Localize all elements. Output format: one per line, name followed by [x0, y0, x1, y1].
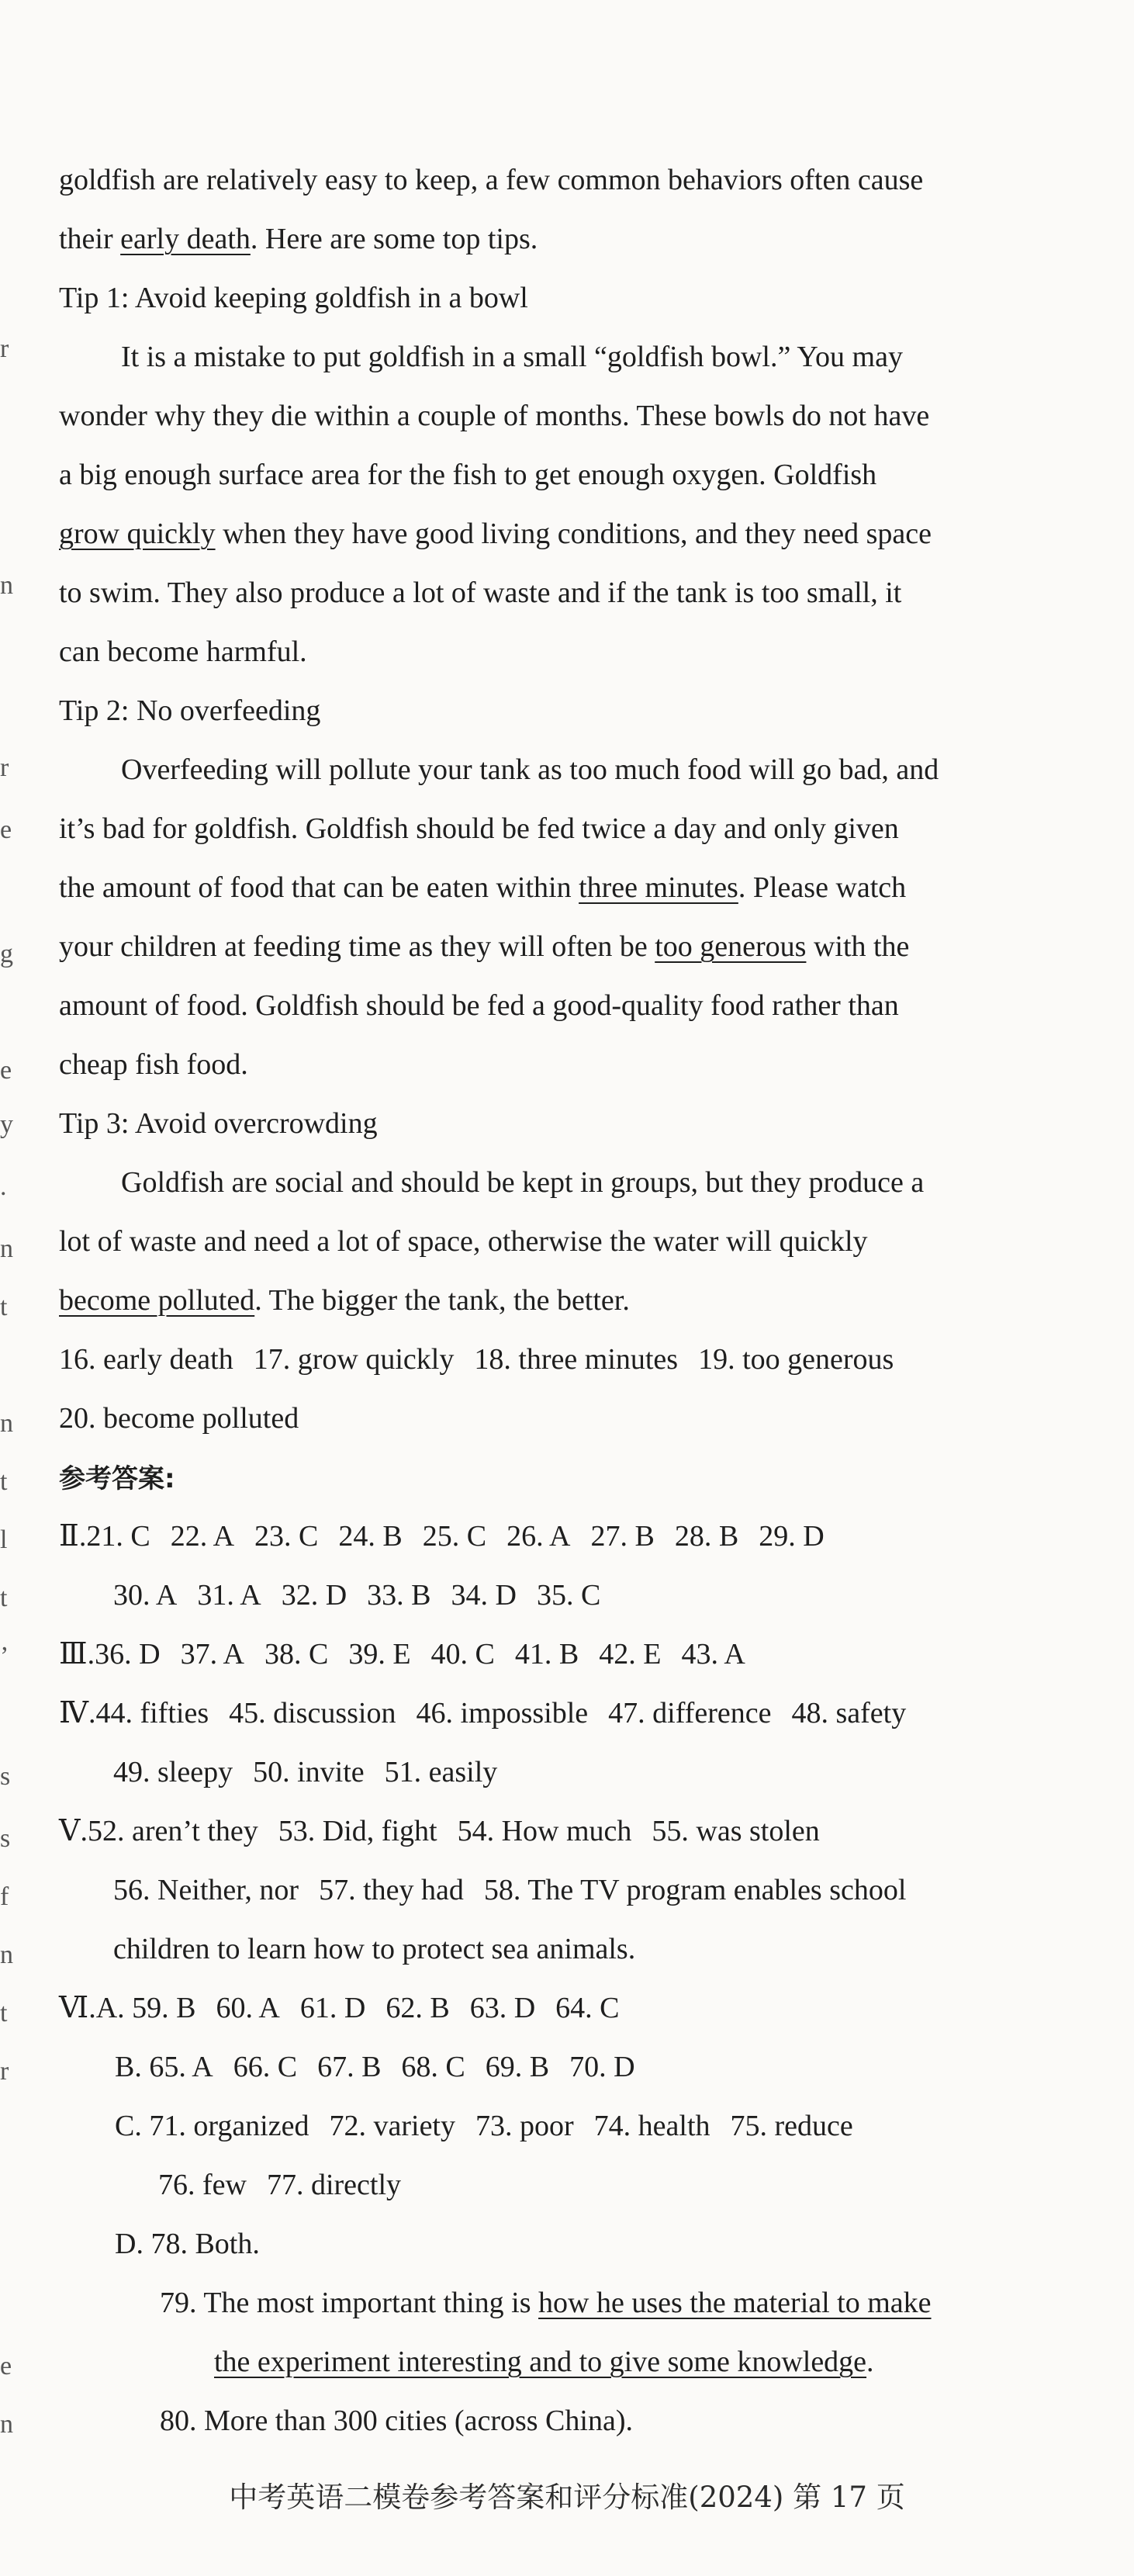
edge-fragment: s	[0, 1762, 11, 1791]
edge-fragment: n	[0, 1941, 13, 1969]
answer-item: 69. B	[485, 2051, 550, 2083]
passage-line: Overfeeding will pollute your tank as too much food will go bad, and	[121, 753, 939, 786]
section-6-row-a	[59, 1989, 620, 2027]
answer-item: 56. Neither, nor	[113, 1874, 299, 1906]
edge-fragment: r	[0, 334, 9, 363]
answer-key-label: 参考答案:	[59, 1463, 175, 1494]
answer-item: B. 65. A	[115, 2051, 213, 2083]
answer-item: 32. D	[281, 1579, 347, 1612]
section-4-row	[59, 1694, 906, 1733]
edge-fragment: t	[0, 1999, 8, 2027]
section-6-row-d: the experiment interesting and to give some knowledge.	[214, 2346, 874, 2378]
edge-fragment: t	[0, 1293, 8, 1321]
section-3-row	[59, 1635, 745, 1674]
answer-item: 35. C	[536, 1579, 601, 1612]
edge-fragment: e	[0, 815, 12, 844]
section-6-row-d: 79. The most important thing is how he uses the material to make	[160, 2287, 932, 2319]
passage-line: your children at feeding time as they will often be too generous with the	[59, 930, 910, 963]
section-number: Ⅳ.	[59, 1697, 96, 1729]
section-4-row	[113, 1753, 497, 1792]
answer-row	[59, 1399, 299, 1438]
edge-fragment: n	[0, 1234, 13, 1263]
answer-item: 62. B	[385, 1992, 450, 2024]
answer-item: 75. reduce	[730, 2110, 853, 2142]
edge-fragment: e	[0, 2352, 12, 2380]
answer-item: 47. difference	[608, 1697, 772, 1729]
answer-item: 33. B	[367, 1579, 431, 1612]
underlined-answer: grow quickly	[59, 518, 216, 550]
edge-fragment: e	[0, 1056, 12, 1085]
section-5-row	[59, 1812, 820, 1851]
answer-item: 20. become polluted	[59, 1402, 299, 1435]
section-6-row-b	[115, 2048, 635, 2086]
edge-fragment: f	[0, 1882, 9, 1911]
passage-line: can become harmful.	[59, 635, 307, 668]
answer-item: 57. they had	[319, 1874, 464, 1906]
section-5-row: children to learn how to protect sea animals.	[113, 1933, 636, 1965]
answer-item: 24. B	[338, 1520, 403, 1553]
answer-item: 48. safety	[791, 1697, 907, 1729]
answer-item: 58. The TV program enables school	[483, 1874, 907, 1906]
edge-fragment: s	[0, 1824, 11, 1853]
section-2-row	[113, 1576, 600, 1615]
passage-line: cheap fish food.	[59, 1048, 248, 1081]
answer-item: 55. was stolen	[652, 1815, 820, 1847]
section-6-row-c	[115, 2107, 853, 2145]
edge-fragment: r	[0, 753, 9, 782]
tip-1-title: Tip 1: Avoid keeping goldfish in a bowl	[59, 282, 528, 314]
passage-line: wonder why they die within a couple of months. These bowls do not have	[59, 400, 930, 432]
answer-item: 51. easily	[384, 1756, 498, 1788]
answer-item: 49. sleepy	[113, 1756, 233, 1788]
section-number: Ⅵ.	[59, 1992, 96, 2024]
answer-item: 21. C	[86, 1520, 150, 1553]
answer-item: 31. A	[197, 1579, 261, 1612]
passage-line: It is a mistake to put goldfish in a small “goldfish bowl.” You may	[121, 341, 903, 373]
page-footer: 中考英语二模卷参考答案和评分标准(2024) 第 17 页	[229, 2481, 905, 2514]
section-6-row-d: 80. More than 300 cities (across China).	[160, 2405, 633, 2437]
edge-fragment: l	[0, 1525, 8, 1554]
answer-item: 50. invite	[253, 1756, 365, 1788]
edge-fragment: t	[0, 1467, 8, 1496]
answer-item: C. 71. organized	[115, 2110, 309, 2142]
passage-line: it’s bad for goldfish. Goldfish should be fed twice a day and only given	[59, 812, 899, 845]
passage-line: Goldfish are social and should be kept in groups, but they produce a	[121, 1166, 925, 1199]
passage-line: their early death. Here are some top tips.	[59, 223, 538, 255]
answer-item: 36. D	[95, 1638, 161, 1671]
underlined-answer: how he uses the material to make	[538, 2287, 932, 2319]
edge-fragment: r	[0, 2057, 9, 2086]
answer-item: 26. A	[506, 1520, 571, 1553]
answer-item: 64. C	[555, 1992, 620, 2024]
section-6-row-c	[158, 2166, 401, 2204]
underlined-answer: the experiment interesting and to give some knowledge	[214, 2346, 867, 2378]
section-number: Ⅲ.	[59, 1638, 95, 1671]
underlined-answer: too generous	[655, 930, 807, 963]
answer-item: 45. discussion	[229, 1697, 396, 1729]
answer-item: 37. A	[180, 1638, 244, 1671]
answer-item: 73. poor	[475, 2110, 574, 2142]
answer-item: 61. D	[299, 1992, 366, 2024]
edge-fragment: .	[0, 1172, 7, 1201]
answer-item: 53. Did, fight	[278, 1815, 437, 1847]
answer-item: 27. B	[590, 1520, 655, 1553]
passage-line: become polluted. The bigger the tank, the better.	[59, 1284, 630, 1317]
answer-item: 54. How much	[457, 1815, 632, 1847]
answer-item: 46. impossible	[416, 1697, 589, 1729]
answer-item: 28. B	[674, 1520, 739, 1553]
answer-item: 67. B	[317, 2051, 382, 2083]
passage-line: a big enough surface area for the fish to get enough oxygen. Goldfish	[59, 459, 877, 491]
answer-item: 74. health	[593, 2110, 710, 2142]
answer-item: 77. directly	[266, 2169, 402, 2201]
tip-3-title: Tip 3: Avoid overcrowding	[59, 1107, 378, 1140]
answer-item: 41. B	[514, 1638, 579, 1671]
answer-item: 39. E	[348, 1638, 411, 1671]
section-number: Ⅴ.	[59, 1815, 88, 1847]
answer-item: 16. early death	[59, 1343, 233, 1376]
tip-2-title: Tip 2: No overfeeding	[59, 694, 321, 727]
edge-fragment: n	[0, 2410, 13, 2439]
answer-item: 42. E	[599, 1638, 662, 1671]
answer-item: 30. A	[113, 1579, 178, 1612]
underlined-answer: three minutes	[579, 871, 738, 904]
underlined-answer: early death	[120, 223, 251, 255]
passage-line: lot of waste and need a lot of space, otherwise the water will quickly	[59, 1225, 868, 1258]
answer-item: 40. C	[430, 1638, 495, 1671]
answer-item: 52. aren’t they	[87, 1815, 258, 1847]
passage-line: goldfish are relatively easy to keep, a few common behaviors often cause	[59, 164, 924, 196]
answer-item: 72. variety	[329, 2110, 455, 2142]
section-5-row	[113, 1871, 906, 1909]
edge-fragment: g	[0, 940, 13, 968]
answer-item: 19. too generous	[698, 1343, 894, 1376]
section-6-row-d: D. 78. Both.	[115, 2228, 260, 2260]
answer-item: 34. D	[451, 1579, 517, 1612]
underlined-answer: become polluted	[59, 1284, 255, 1317]
answer-item: 23. C	[254, 1520, 319, 1553]
edge-fragment: t	[0, 1584, 8, 1612]
answer-item: 76. few	[158, 2169, 247, 2201]
answer-item: 63. D	[469, 1992, 536, 2024]
passage-line: grow quickly when they have good living conditions, and they need space	[59, 518, 932, 550]
answer-item: 44. fifties	[95, 1697, 209, 1729]
edge-fragment: ’	[0, 1642, 9, 1671]
edge-fragment: n	[0, 1409, 13, 1438]
section-number: Ⅱ.	[59, 1520, 87, 1553]
answer-item: 60. A	[216, 1992, 280, 2024]
section-2-row	[59, 1517, 825, 1556]
answer-item: 25. C	[422, 1520, 487, 1553]
answer-item: 17. grow quickly	[253, 1343, 455, 1376]
passage-line: amount of food. Goldfish should be fed a good-quality food rather than	[59, 989, 899, 1022]
answer-item: 70. D	[569, 2051, 635, 2083]
answer-item: 43. A	[681, 1638, 745, 1671]
answer-item: 18. three minutes	[474, 1343, 679, 1376]
answer-item: A. 59. B	[95, 1992, 196, 2024]
answer-item: 22. A	[170, 1520, 235, 1553]
answer-row	[59, 1340, 894, 1379]
edge-fragment: y	[0, 1110, 13, 1139]
passage-line: to swim. They also produce a lot of waste and if the tank is too small, it	[59, 576, 902, 609]
answer-item: 68. C	[401, 2051, 465, 2083]
answer-item: 29. D	[759, 1520, 825, 1553]
answer-item: 66. C	[233, 2051, 298, 2083]
edge-fragment: n	[0, 571, 13, 600]
answer-item: 38. C	[264, 1638, 329, 1671]
passage-line: the amount of food that can be eaten within three minutes. Please watch	[59, 871, 907, 904]
